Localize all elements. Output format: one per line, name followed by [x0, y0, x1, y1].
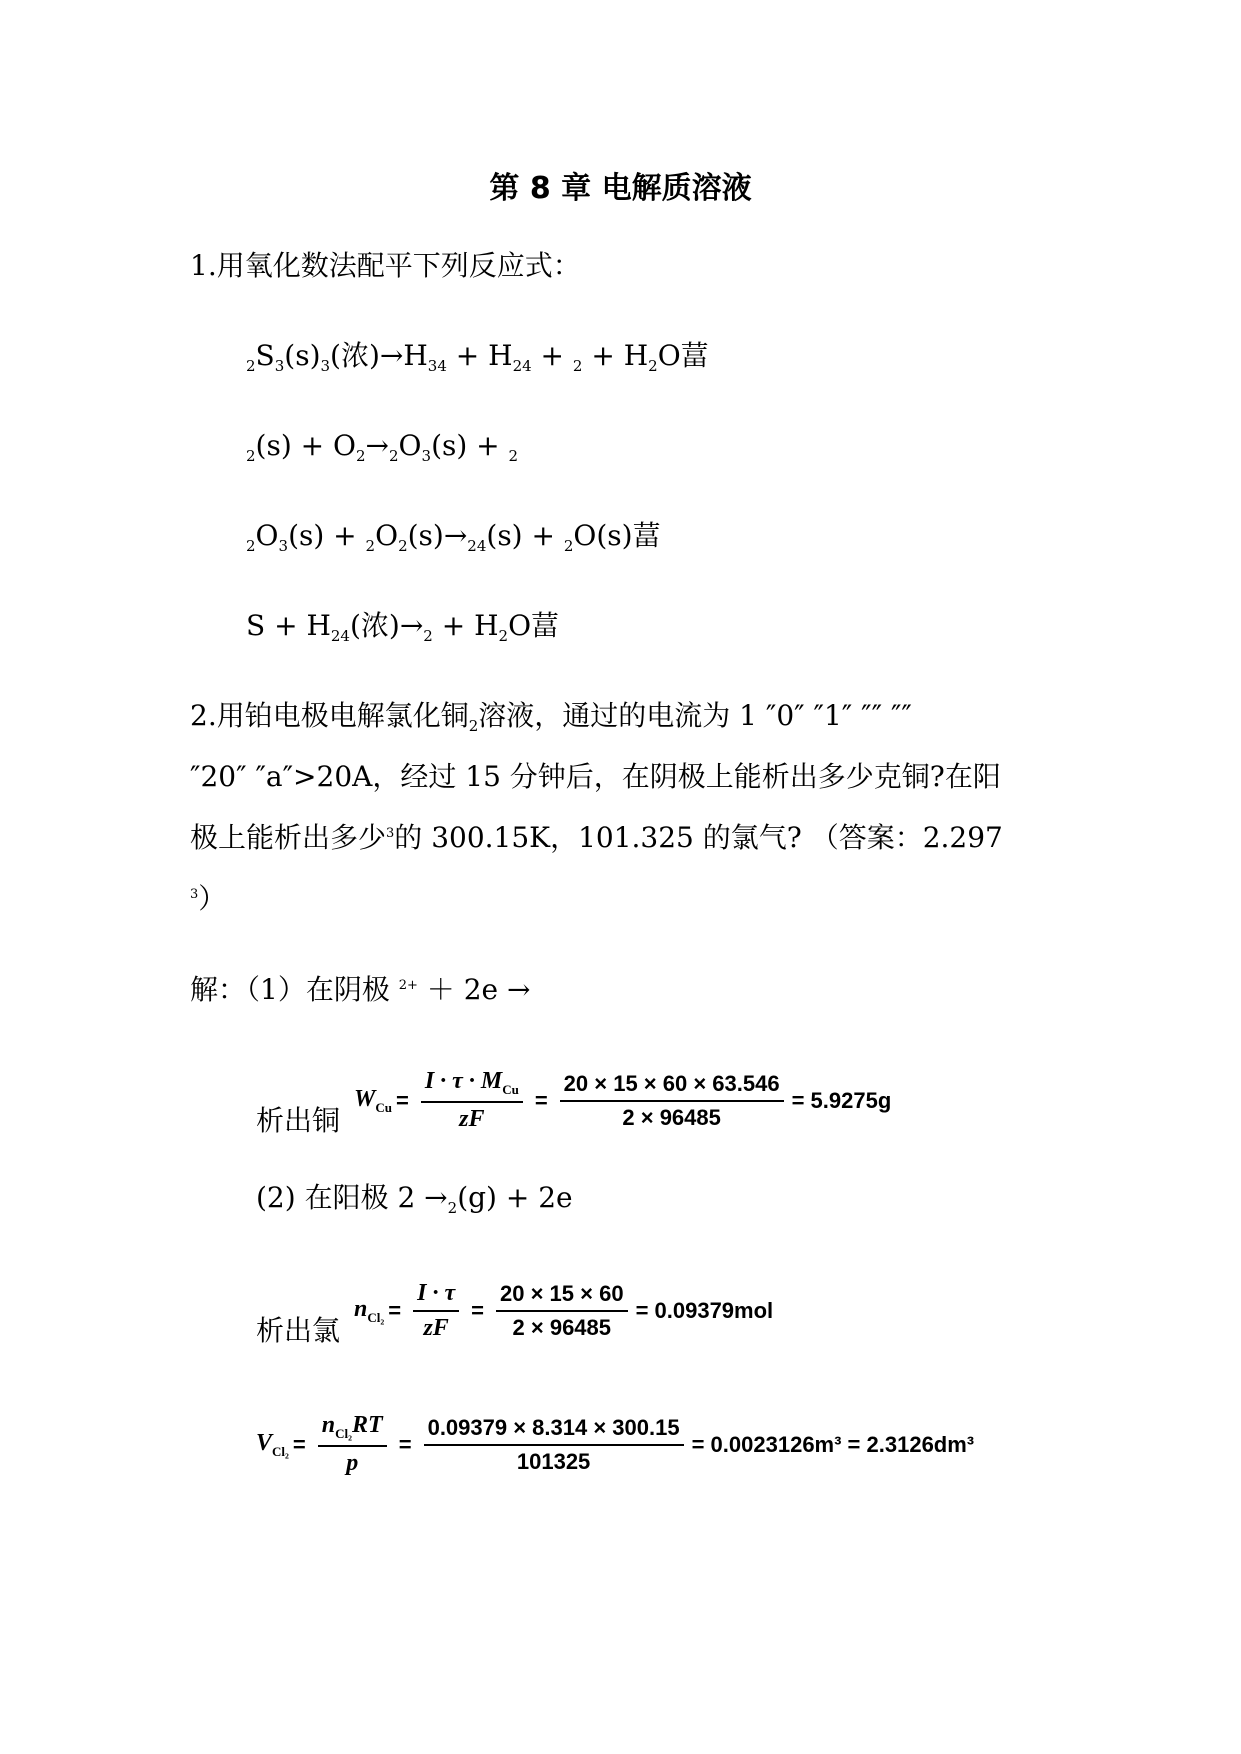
reaction-4: $S + H_{24}$(浓)$\to_2 + H_2O$葍: [246, 609, 560, 645]
question-2-line-2: ″20″ ″a″>20A，经过 15 分钟后，在阴极上能析出多少克铜?在阳: [190, 760, 1001, 793]
question-2-line-1: 2.用铂电极电解氯化铜$_2$溶液，通过的电流为 1 ″0″ ″1″ ″″ ″″: [190, 699, 912, 735]
reaction-3: $_2O_3(s) + _2O_2(s)\to_{24}(s) + _2O(s)$葍: [246, 519, 661, 555]
chlorine-volume-result: = 0.0023126m³ = 2.3126dm³: [691, 1431, 975, 1457]
copper-mass-formula: 析出铜 $W_{Cu}$ = $\frac{I \cdot \tau \cdot M_{Cu}}{zF}$ = $\frac{20 \times 15 \times 60 \times 63.546}{2 \times 96485}$ = 5.9275g: [256, 1068, 892, 1137]
solution-step-2: (2) 在阳极 $2 \to_2(g) + 2e$: [256, 1181, 573, 1217]
solution-step-1: 解：（1）在阴极 $^{2+}$ ＋ 2e →: [190, 973, 531, 1006]
reaction-1: $_2S_3(s)_3$(浓)$\to H_{34} + H_{24} + _2 + H_2O$葍: [246, 339, 709, 375]
chlorine-volume-formula: $V_{Cl_2}$ = $\frac{n_{Cl_2}RT}{p}$ = $\frac{0.09379 \times 8.314 \times 300.15}{101325}$ = 0.0023126m³ = 2.3126dm³: [256, 1412, 975, 1476]
question-2-line-3: 极上能析出多少$^3$的 300.15K，101.325 的氯气? （答案：2.297: [190, 821, 1003, 854]
question-2-line-4: $^3$）: [190, 882, 227, 915]
chlorine-moles-formula: 析出氯 $n_{Cl_2}$ = $\frac{I \cdot \tau}{zF}$ = $\frac{20 \times 15 \times 60}{2 \times 96485}$ = 0.09379mol: [256, 1280, 774, 1347]
chlorine-moles-result: = 0.09379mol: [635, 1298, 774, 1323]
chapter-title: 第 8 章 电解质溶液: [489, 171, 752, 206]
copper-label: 析出铜: [256, 1103, 341, 1137]
reaction-2: $_2(s) + O_2\to_2O_3(s) + _2$: [246, 429, 519, 465]
chlorine-label: 析出氯: [256, 1314, 341, 1347]
copper-result: = 5.9275g: [791, 1087, 892, 1113]
question-1: 1.用氧化数法配平下列反应式：: [190, 249, 581, 282]
